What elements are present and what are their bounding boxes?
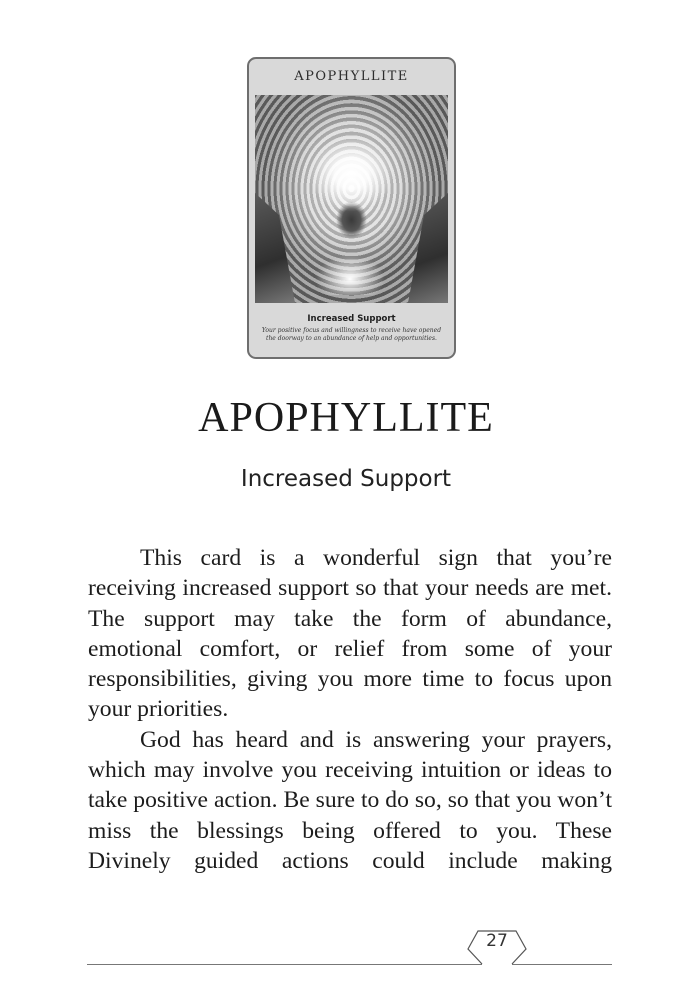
crystal-right bbox=[408, 193, 448, 303]
body-text bbox=[88, 543, 612, 876]
page-subtitle: Increased Support bbox=[240, 466, 452, 492]
footer-rule-left bbox=[87, 964, 482, 965]
oracle-card-image bbox=[247, 57, 456, 359]
page-number: 27 bbox=[486, 931, 508, 951]
card-illustration bbox=[255, 95, 448, 303]
crystal-glow bbox=[315, 255, 385, 295]
card-title: APOPHYLLITE bbox=[294, 69, 409, 84]
card-description: Your positive focus and willingness to receive have opened the doorway to an abundance of help and opportunities. bbox=[261, 327, 442, 342]
crystal-left bbox=[255, 193, 295, 303]
card-subtitle: Increased Support bbox=[307, 314, 396, 324]
paragraph: This card is a wonderful sign that you’re receiving increased support so that your needs are met. The support may take the form of abundance, emotional comfort, or relief from some of your responsibilities, giving you more time to focus upon your priorities. bbox=[88, 545, 612, 723]
paragraph: God has heard and is answering your prayers, which may involve you receiving intuition or ideas to take positive action. Be sure to do so, so that you won’t miss the blessings being offered to you. These Divinely guided actions could include making bbox=[88, 726, 612, 874]
page-title: APOPHYLLITE bbox=[198, 395, 494, 441]
